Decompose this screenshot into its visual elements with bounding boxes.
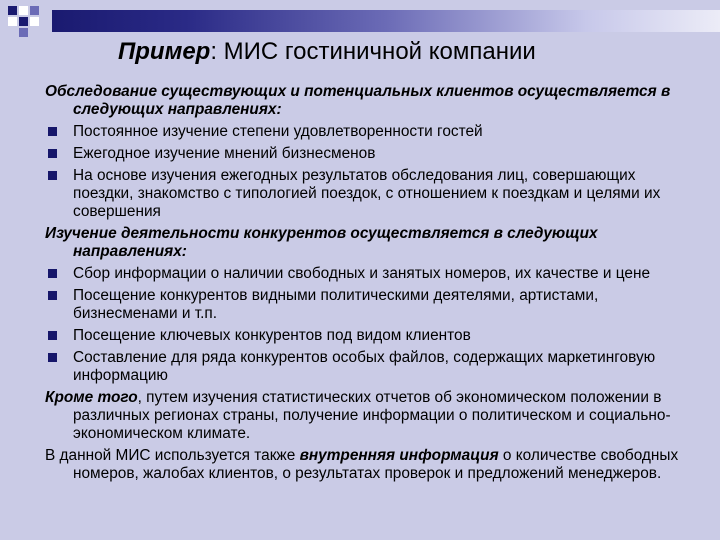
bullet-text: Посещение конкурентов видными политическими деятелями, артистами, бизнесменами и т.п. — [73, 287, 599, 322]
paragraph-moreover-text: , путем изучения статистических отчетов об экономическом положении в различных регионах страны, получение информации о политическом и социально-экономическом климате. — [73, 389, 671, 442]
decor-square — [30, 17, 39, 26]
bullet-text: Посещение ключевых конкурентов под видом клиентов — [73, 327, 471, 344]
bullet-square-icon — [48, 171, 57, 180]
paragraph-internal-info — [45, 447, 695, 483]
section-intro-clients: Обследование существующих и потенциальных клиентов осуществляется в следующих направлениях: — [45, 83, 671, 118]
decor-square — [19, 6, 28, 15]
bullet-square-icon — [48, 353, 57, 362]
header-decoration — [0, 0, 720, 40]
slide-title-bold: Пример — [118, 38, 211, 65]
bullet-text: Сбор информации о наличии свободных и занятых номеров, их качестве и цене — [73, 265, 651, 282]
bullet-item — [45, 349, 695, 385]
bullet-text: Ежегодное изучение мнений бизнесменов — [73, 145, 376, 162]
bullet-square-icon — [48, 331, 57, 340]
decor-square — [19, 28, 28, 37]
paragraph-internal-rest: о количестве свободных номеров, жалобах клиентов, о результатах проверок и предложений менеджеров. — [73, 447, 679, 482]
paragraph-moreover-lead: Кроме того — [45, 389, 138, 406]
bullet-item — [45, 167, 695, 221]
paragraph-internal-emphasis: внутренняя информация — [299, 447, 499, 464]
bullet-square-icon — [48, 127, 57, 136]
paragraph-internal-start: В данной МИС используется также — [45, 447, 300, 464]
bullet-item — [45, 145, 695, 163]
bullet-square-icon — [48, 269, 57, 278]
bullet-square-icon — [48, 291, 57, 300]
decor-square — [19, 17, 28, 26]
bullet-item — [45, 265, 695, 283]
decor-square — [8, 6, 17, 15]
slide-body — [45, 83, 695, 487]
slide-title-rest: : МИС гостиничной компании — [210, 38, 536, 65]
bullet-text: Составление для ряда конкурентов особых файлов, содержащих маркетинговую информацию — [73, 349, 656, 384]
bullet-item — [45, 287, 695, 323]
header-gradient-bar — [52, 10, 720, 32]
slide-title — [118, 38, 698, 66]
decor-square — [8, 17, 17, 26]
bullet-item — [45, 327, 695, 345]
section-intro-competitors: Изучение деятельности конкурентов осуществляется в следующих направлениях: — [45, 225, 598, 260]
bullet-text: На основе изучения ежегодных результатов обследования лиц, совершающих поездки, знакомство с типологией поездок, с отношением к поездкам и целями их совершения — [73, 167, 661, 220]
bullet-square-icon — [48, 149, 57, 158]
decor-square — [30, 6, 39, 15]
paragraph-moreover — [45, 389, 695, 443]
bullet-text: Постоянное изучение степени удовлетворенности гостей — [73, 123, 483, 140]
bullet-item — [45, 123, 695, 141]
